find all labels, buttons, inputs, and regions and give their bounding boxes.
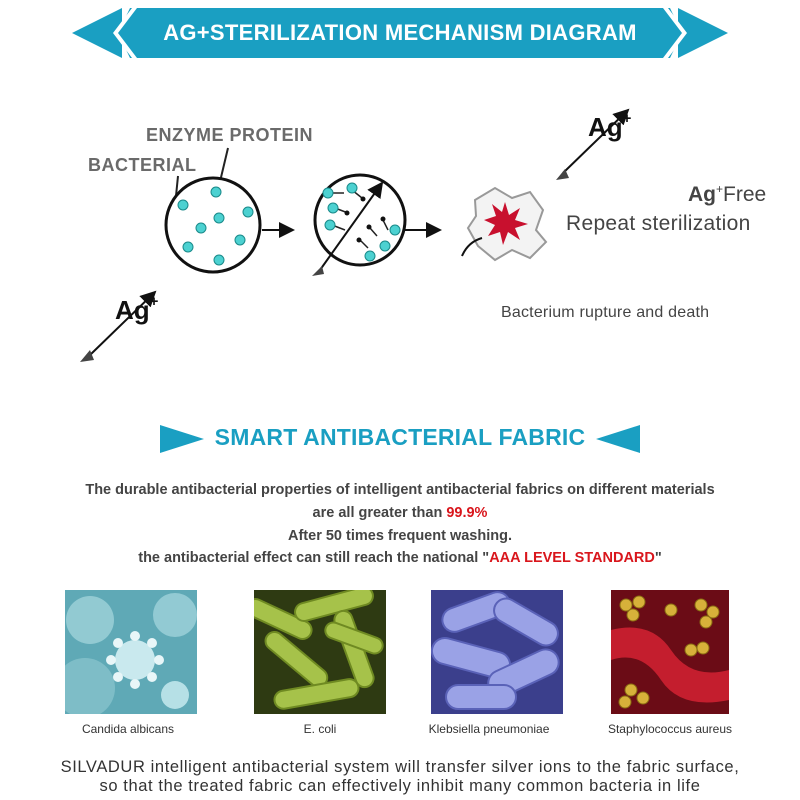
bacterium-ruptured <box>462 188 546 260</box>
bacteria-image-ecoli <box>254 590 386 714</box>
bacteria-image-klebsiella <box>431 590 563 714</box>
ion-arrow-2-tail <box>312 266 324 276</box>
ion-arrow-3-tail <box>556 169 569 180</box>
footer-line-1: SILVADUR intelligent antibacterial system will transfer silver ions to the fabric surface, <box>60 758 740 776</box>
page-title: AG+STERILIZATION MECHANISM DIAGRAM <box>163 20 637 45</box>
paragraph-line-1: The durable antibacterial properties of intelligent antibacterial fabrics on different materials <box>85 482 715 498</box>
paragraph-line-2: are all greater than 99.9% <box>312 505 488 521</box>
rupture-label: Bacterium rupture and death <box>501 304 710 321</box>
ag-free-label: Ag+Free <box>688 182 767 206</box>
footer-line-2: so that the treated fabric can effectively inhibit many common bacteria in life <box>99 777 701 795</box>
label-enzyme-protein: ENZYME PROTEIN <box>146 125 314 145</box>
paragraph-line-3: After 50 times frequent washing. <box>288 528 512 544</box>
paragraph-line-4: the antibacterial effect can still reach the national "AAA LEVEL STANDARD" <box>138 550 662 566</box>
bacterium-penetrated <box>315 175 405 265</box>
repeat-sterilization-label: Repeat sterilization <box>566 212 751 235</box>
bacteria-image-staphylococcus <box>611 590 743 714</box>
ag-ion-label-left: Ag+ <box>115 293 159 325</box>
section-title: SMART ANTIBACTERIAL FABRIC <box>214 424 586 450</box>
caption-klebsiella: Klebsiella pneumoniae <box>428 722 550 736</box>
label-bacterial: BACTERIAL <box>88 155 197 175</box>
bacteria-image-candida <box>65 590 197 714</box>
ag-ion-label-right: Ag+ <box>588 110 632 142</box>
bacterium-intact <box>166 178 260 272</box>
caption-ecoli: E. coli <box>303 722 337 736</box>
caption-staphylococcus: Staphylococcus aureus <box>607 722 733 736</box>
caption-candida: Candida albicans <box>81 722 175 736</box>
